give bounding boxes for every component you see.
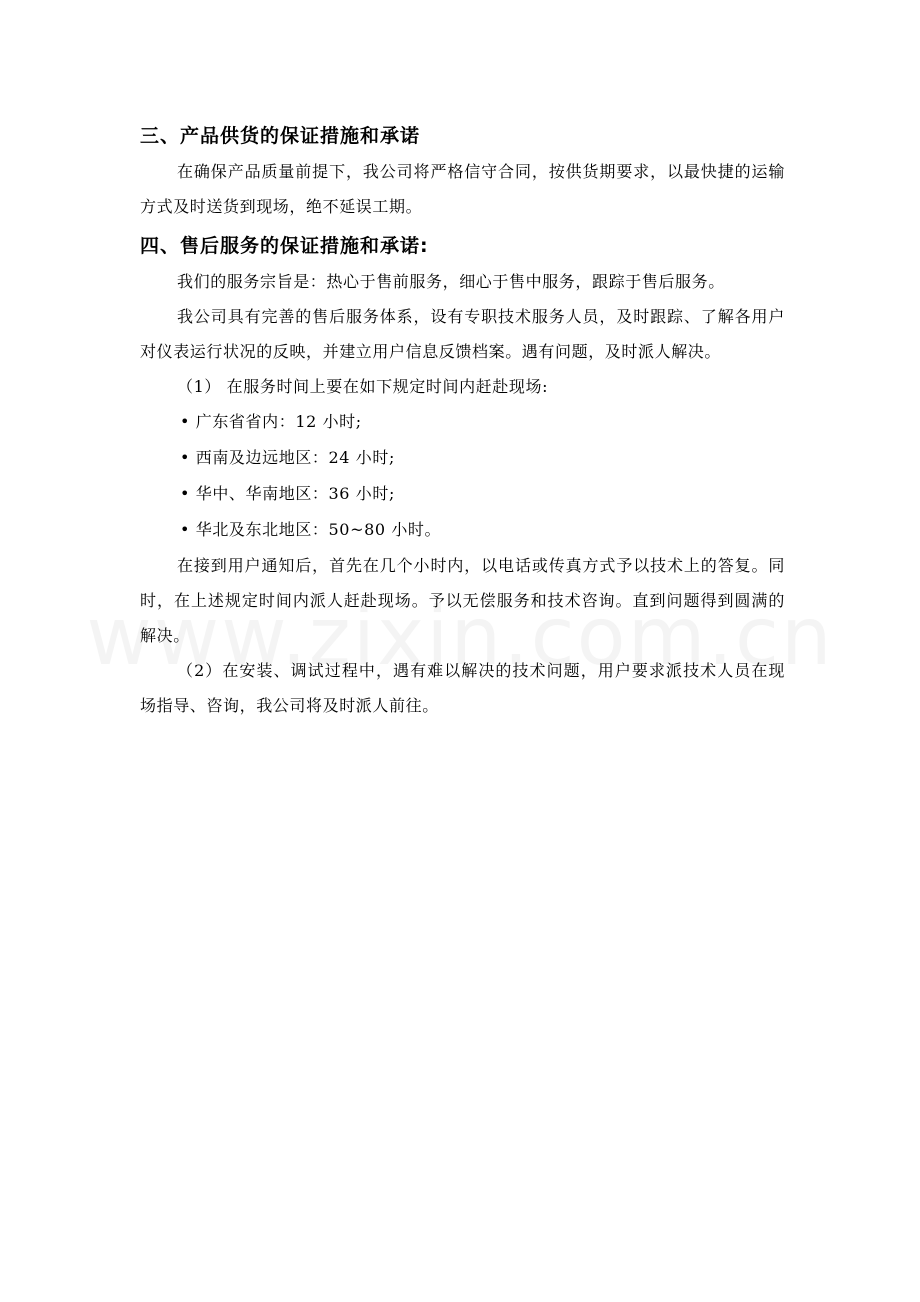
section-4-heading: 四、售后服务的保证措施和承诺: bbox=[140, 235, 429, 257]
document-body bbox=[140, 118, 785, 723]
region-item-central-south: • 华中、华南地区：36 小时; bbox=[180, 484, 395, 503]
region-item-guangdong: • 广东省省内：12 小时; bbox=[180, 412, 362, 431]
item-2-paragraph: （2）在安装、调试过程中，遇有难以解决的技术问题，用户要求派技术人员在现场指导、咨询，我公司将及时派人前往。 bbox=[140, 661, 785, 715]
section-4 bbox=[140, 228, 785, 723]
region-item-southwest: • 西南及边远地区：24 小时; bbox=[180, 448, 395, 467]
section-3 bbox=[140, 118, 785, 224]
notification-paragraph: 在接到用户通知后，首先在几个小时内，以电话或传真方式予以技术上的答复。同时，在上述规定时间内派人赶赴现场。予以无偿服务和技术咨询。直到问题得到圆满的解决。 bbox=[140, 556, 785, 645]
service-purpose-paragraph: 我们的服务宗旨是：热心于售前服务，细心于售中服务，跟踪于售后服务。 bbox=[177, 272, 725, 291]
item-1-paragraph: （1） 在服务时间上要在如下规定时间内赶赴现场: bbox=[177, 377, 549, 396]
section-3-heading: 三、产品供货的保证措施和承诺 bbox=[140, 125, 421, 147]
service-system-paragraph: 我公司具有完善的售后服务体系，设有专职技术服务人员，及时跟踪、了解各用户对仪表运行状况的反映，并建立用户信息反馈档案。遇有问题，及时派人解决。 bbox=[140, 307, 785, 361]
region-item-north-northeast: • 华北及东北地区：50~80 小时。 bbox=[180, 520, 442, 539]
section-3-paragraph: 在确保产品质量前提下，我公司将严格信守合同，按供货期要求，以最快捷的运输方式及时送货到现场，绝不延误工期。 bbox=[140, 162, 785, 216]
